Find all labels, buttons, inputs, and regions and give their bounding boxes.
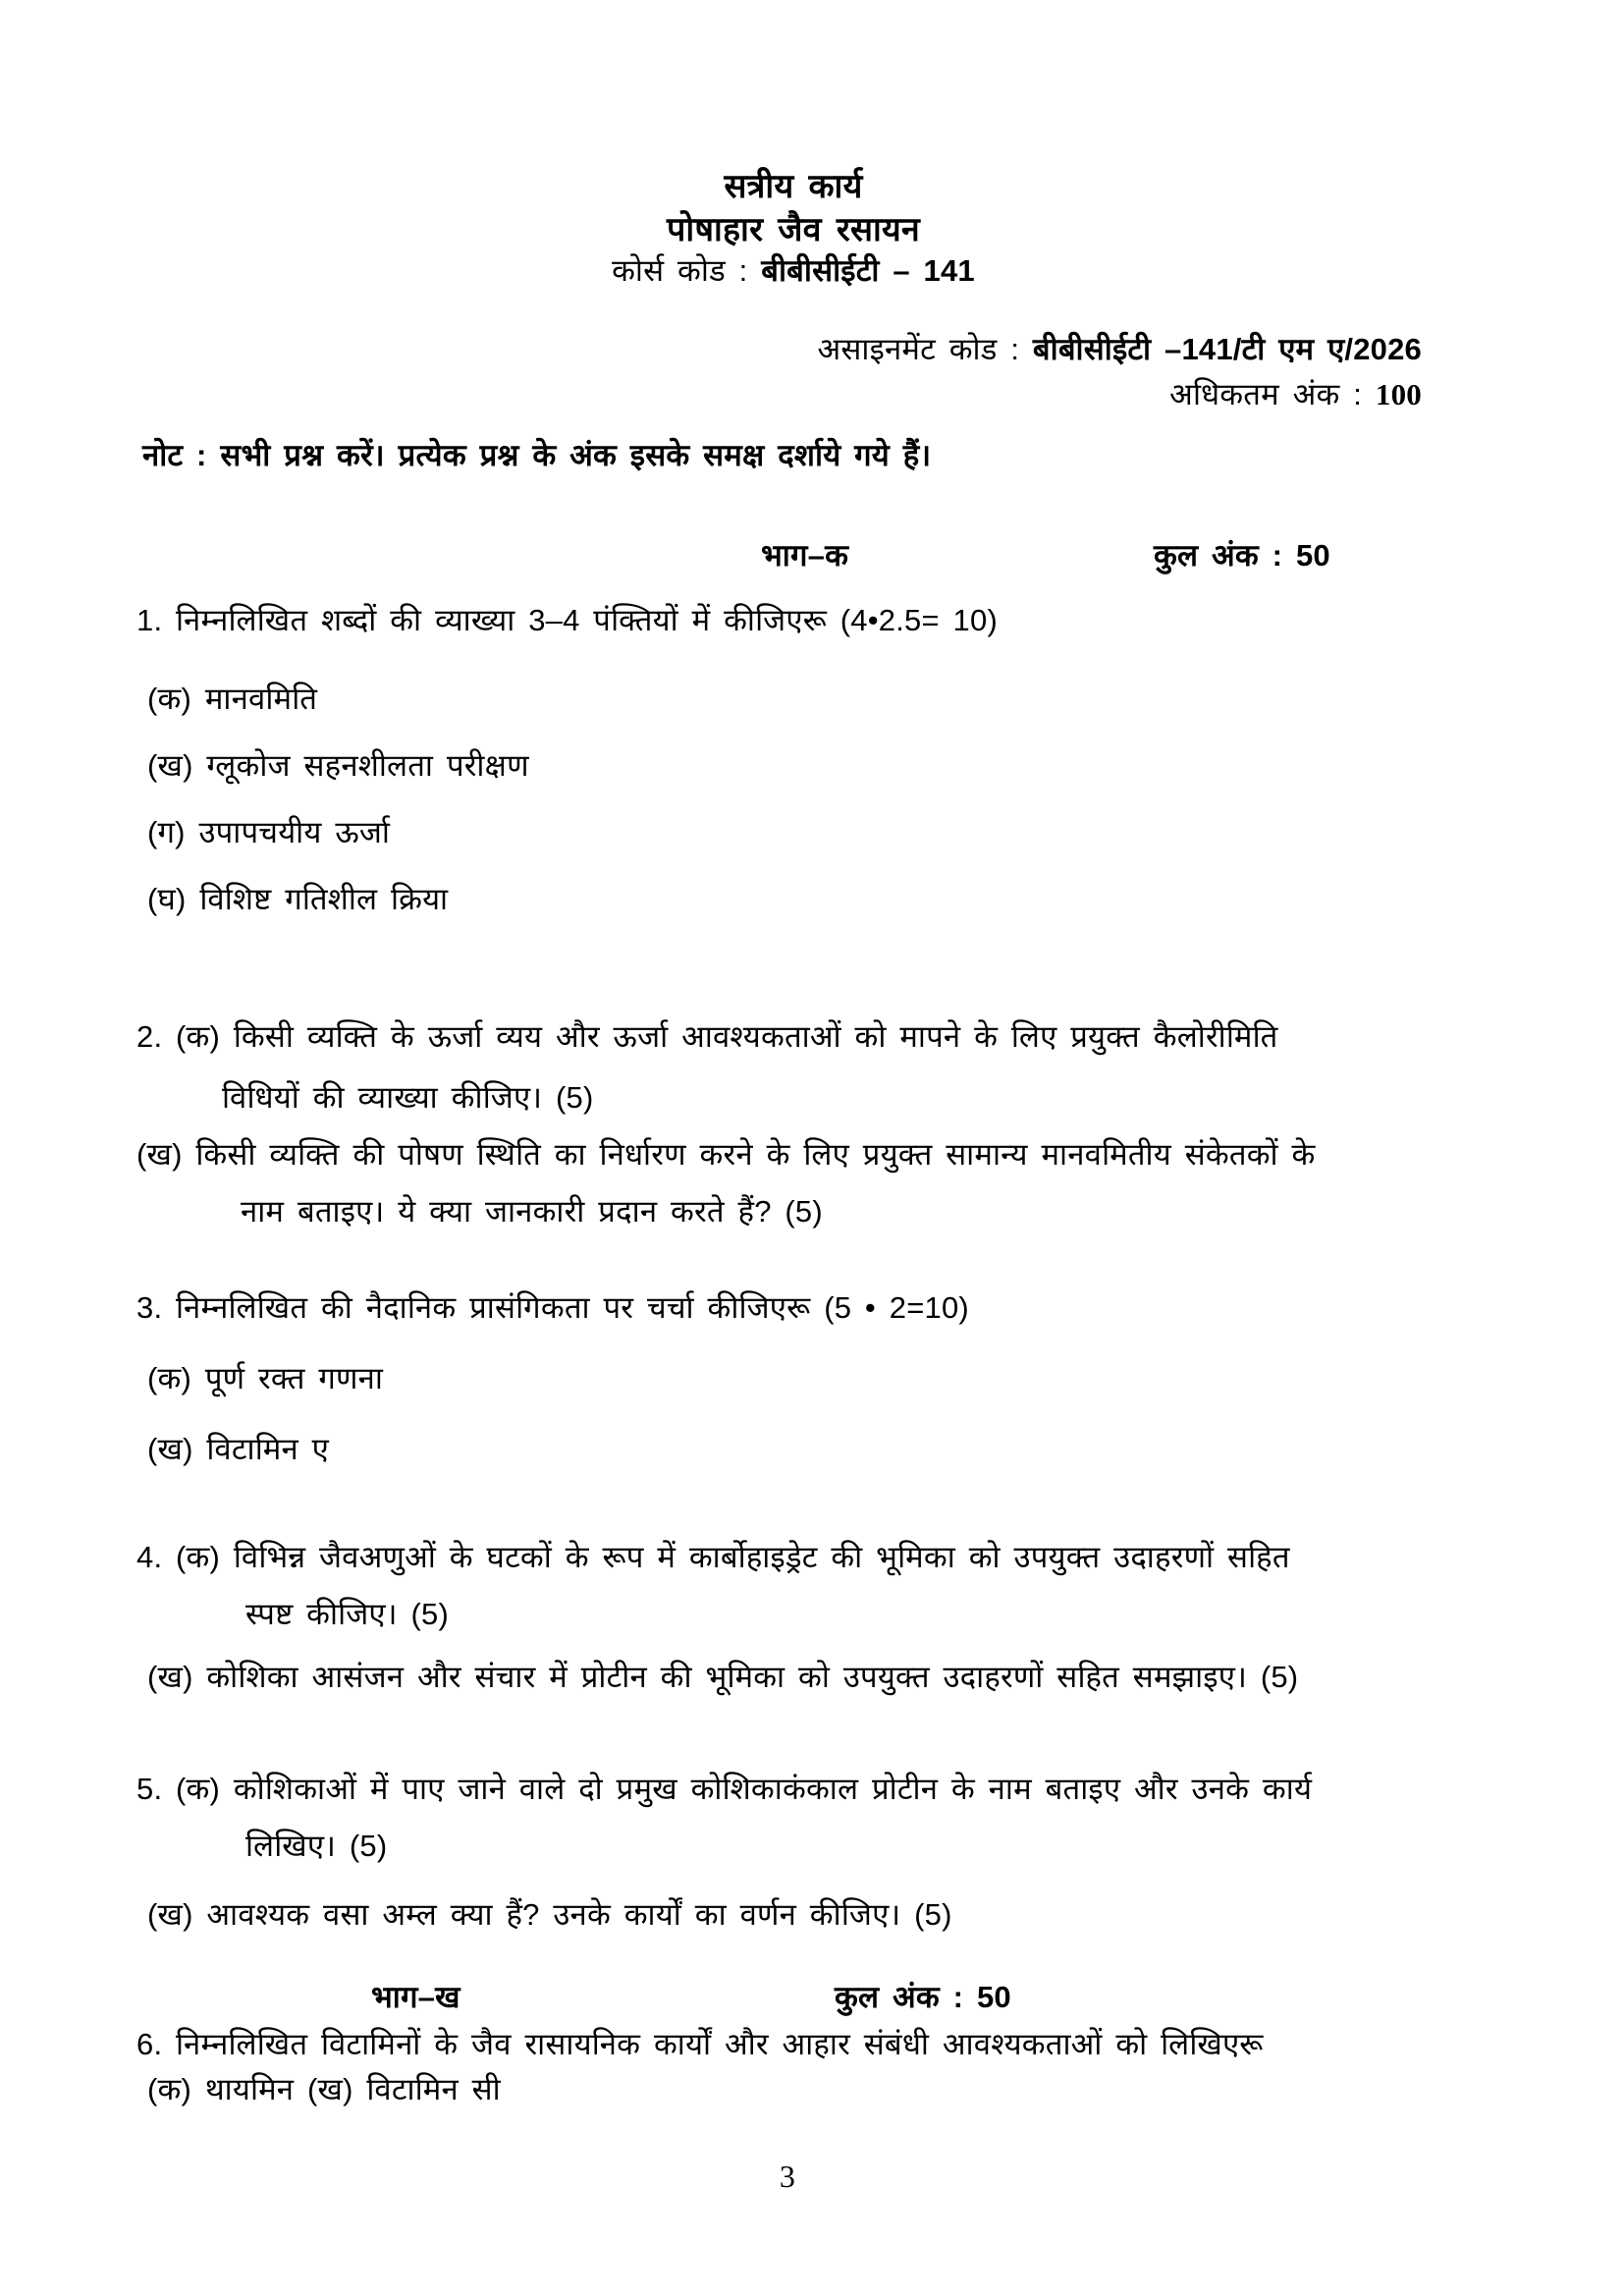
doc-subtitle: पोषाहार जैव रसायन xyxy=(667,211,920,248)
question-6-line-2: (क) थायमिन (ख) विटामिन सी xyxy=(147,2072,501,2106)
page-number: 3 xyxy=(779,2159,796,2194)
assignment-code-value: बीबीसीईटी –141/टी एम ए/2026 xyxy=(1032,332,1422,366)
question-1-stem: 1. निम्नलिखित शब्दों की व्याख्या 3–4 पंक्तियों में कीजिएरू (4•2.5= 10) xyxy=(136,603,998,637)
question-2a-line-1: 2. (क) किसी व्यक्ति के ऊर्जा व्यय और ऊर्जा आवश्यकताओं को मापने के लिए प्रयुक्त कैलोरीमिति xyxy=(136,1019,1278,1054)
course-code-line xyxy=(0,251,1587,291)
question-4a-line-1: 4. (क) विभिन्न जैवअणुओं के घटकों के रूप में कार्बोहाइड्रेट की भूमिका को उपयुक्त उदाहरणों सहित xyxy=(136,1540,1290,1574)
question-3-stem: 3. निम्नलिखित की नैदानिक प्रासंगिकता पर चर्चा कीजिएरू (5 • 2=10) xyxy=(136,1290,969,1325)
assignment-code-line xyxy=(818,330,1423,369)
question-5a-line-2: लिखिए। (5) xyxy=(245,1829,388,1863)
question-6-line-1: 6. निम्नलिखित विटामिनों के जैव रासायनिक कार्यों और आहार संबंधी आवश्यकताओं को लिखिएरू xyxy=(136,2027,1264,2061)
assignment-code-label: असाइनमेंट कोड : xyxy=(817,332,1033,366)
question-1-item-d: (घ) विशिष्ट गतिशील क्रिया xyxy=(147,882,449,916)
doc-title: सत्रीय कार्य xyxy=(724,168,863,205)
note-line: नोट : सभी प्रश्न करें। प्रत्येक प्रश्न के अंक इसके समक्ष दर्शाये गये हैं। xyxy=(142,438,932,472)
part-b-total-marks: कुल अंक : 50 xyxy=(835,1980,1011,2014)
question-3-item-a: (क) पूर्ण रक्त गणना xyxy=(147,1361,384,1395)
question-3-item-b: (ख) विटामिन ए xyxy=(147,1432,329,1466)
question-2b-line-1: (ख) किसी व्यक्ति की पोषण स्थिति का निर्धारण करने के लिए प्रयुक्त सामान्य मानवमितीय संकेतकों के xyxy=(136,1137,1316,1172)
question-1-item-c: (ग) उपापचयीय ऊर्जा xyxy=(147,815,391,849)
part-a-heading: भाग–क xyxy=(761,538,849,573)
question-4a-line-2: स्पष्ट कीजिए। (5) xyxy=(245,1597,449,1631)
question-1-item-a: (क) मानवमिति xyxy=(147,682,318,716)
part-b-heading: भाग–ख xyxy=(371,1980,460,2014)
part-a-total-marks: कुल अंक : 50 xyxy=(1154,538,1330,573)
course-code-label: कोर्स कोड : xyxy=(612,253,762,288)
question-2a-line-2: विधियों की व्याख्या कीजिए। (5) xyxy=(222,1080,594,1115)
question-5b-line-1: (ख) आवश्यक वसा अम्ल क्या हैं? उनके कार्यों का वर्णन कीजिए। (5) xyxy=(147,1897,952,1932)
max-marks-label: अधिकतम अंक : xyxy=(1169,377,1376,411)
question-4b-line-1: (ख) कोशिका आसंजन और संचार में प्रोटीन की भूमिका को उपयुक्त उदाहरणों सहित समझाइए। (5) xyxy=(147,1660,1299,1694)
max-marks-line xyxy=(1169,375,1422,414)
max-marks-value: 100 xyxy=(1375,377,1422,411)
question-5a-line-1: 5. (क) कोशिकाओं में पाए जाने वाले दो प्रमुख कोशिकाकंकाल प्रोटीन के नाम बताइए और उनके कार्य xyxy=(136,1772,1313,1806)
course-code-value: बीबीसीईटी – 141 xyxy=(761,253,975,288)
question-1-item-b: (ख) ग्लूकोज सहनशीलता परीक्षण xyxy=(147,748,529,783)
question-2b-line-2: नाम बताइए। ये क्या जानकारी प्रदान करते हैं? (5) xyxy=(241,1194,823,1229)
